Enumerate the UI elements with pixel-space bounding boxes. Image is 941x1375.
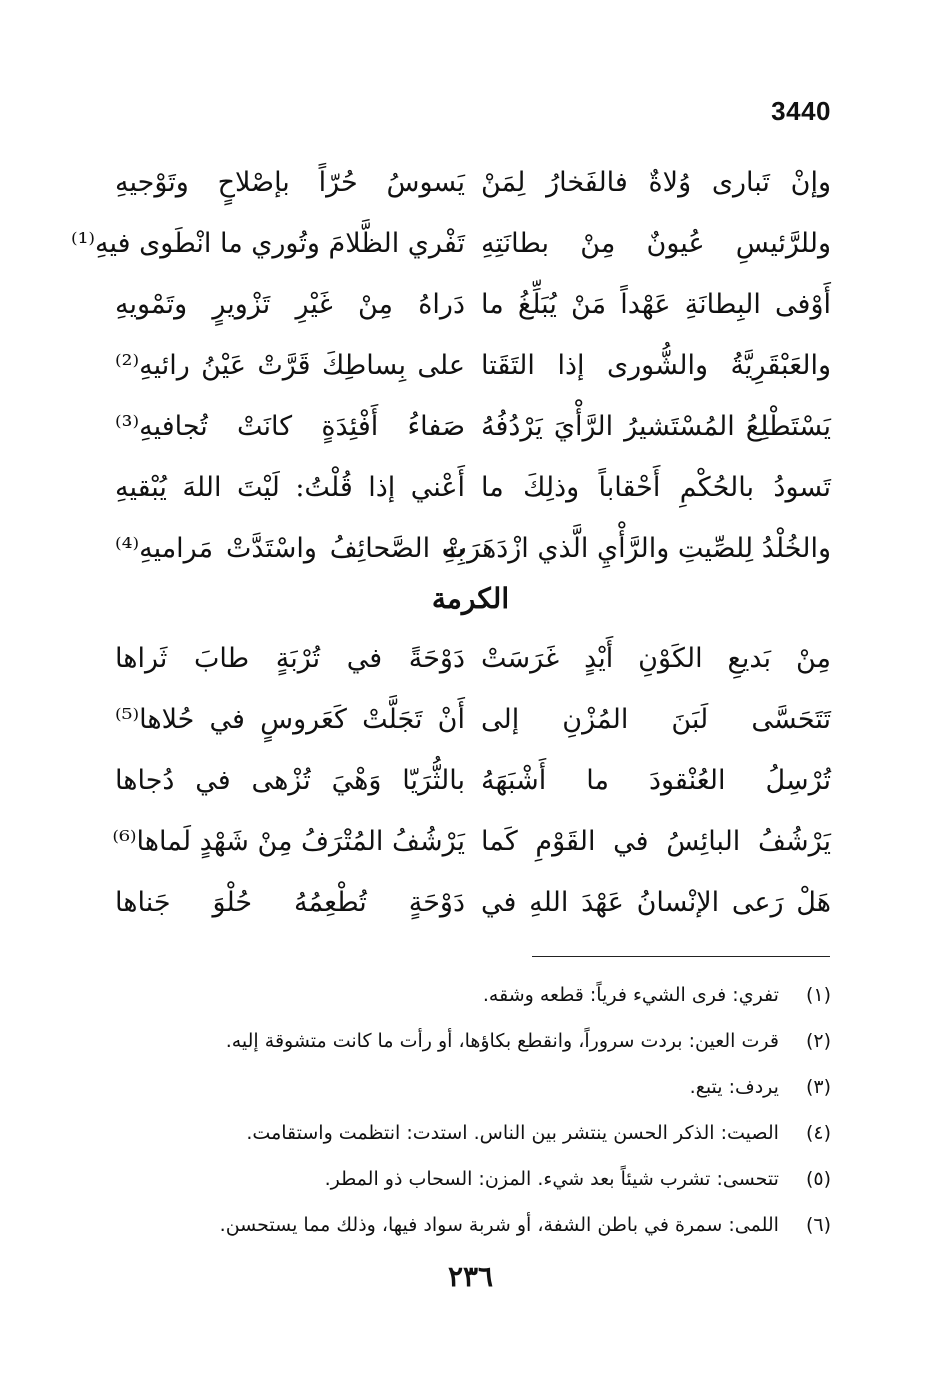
footnote <box>111 1018 831 1064</box>
verse-second-hemistich: دَراهُ مِنْ غَيْرِ تَزْويرٍ وتَمْويهِ <box>115 288 465 320</box>
footnote-number: (٥) <box>805 1168 831 1190</box>
verse-row <box>115 396 831 457</box>
verse-first-hemistich: وللرَّئيسِ عُيونٌ مِنْ بطانَتِهِ <box>481 227 831 259</box>
footnote-text: تتحسى: تشرب شيئاً بعد شيء. المزن: السحاب ذو المطر. <box>324 1168 779 1190</box>
verse-second-hemistich: أَنْ تَجَلَّتْ كَعَروسٍ في حُلاها⁽⁵⁾ <box>115 703 465 735</box>
verse-row <box>115 274 831 335</box>
verse-first-hemistich: مِنْ بَديعِ الكَوْنِ أَيْدٍ غَرَسَتْ <box>481 642 831 674</box>
footnote-text: الصيت: الذكر الحسن ينتشر بين الناس. استدت: انتظمت واستقامت. <box>246 1122 779 1144</box>
verse-first-hemistich: يَرْشُفُ البائِسُ في القَوْمِ كَما <box>481 825 831 857</box>
footnote <box>111 1110 831 1156</box>
footnote-divider <box>532 956 830 957</box>
verse-second-hemistich: بالثُّرَيّا وَهْيَ تُزْهى في دُجاها <box>115 764 465 796</box>
footnote-number: (٦) <box>805 1214 831 1236</box>
verse-second-hemistich: يَسوسُ حُرّاً بإصْلاحٍ وتَوْجيهِ <box>115 166 465 198</box>
footnote <box>111 1064 831 1110</box>
verse-row <box>115 689 831 750</box>
footnote-text: اللمى: سمرة في باطن الشفة، أو شربة سواد فيها، وذلك مما يستحسن. <box>219 1214 779 1236</box>
verse-second-hemistich: على بِساطِكَ قَرَّتْ عَيْنُ رائيهِ⁽²⁾ <box>115 349 465 381</box>
footnote <box>111 1156 831 1202</box>
verse-first-hemistich: والخُلْدُ لِلصِّيتِ والرَّأْيِ الَّذي ازْدَهَرَتْ <box>441 532 831 564</box>
footnote-text: تفري: فرى الشيء فرياً: قطعه وشقه. <box>482 984 779 1006</box>
section-title: الكرمة <box>431 582 510 615</box>
verse-second-hemistich: دَوْحَةٍ تُطْعِمُهُ حُلْوَ جَناها <box>115 886 465 918</box>
verse-second-hemistich: دَوْحَةً في تُرْبَةٍ طابَ ثَراها <box>115 642 465 674</box>
verse-second-hemistich: أَعْني إذا قُلْتُ: لَيْتَ اللهَ يُبْقيهِ <box>115 471 465 503</box>
verse-first-hemistich: يَسْتَطْلِعُ المُسْتَشيرُ الرَّأْيَ يَرْدُفُهُ <box>481 410 831 442</box>
verse-first-hemistich: والعَبْقَرِيَّةُ والشُّورى إذا التَقَتا <box>481 349 831 381</box>
verse-first-hemistich: أَوْفى البِطانَةِ عَهْداً مَنْ يُبَلِّغُ ما <box>481 288 831 320</box>
poem-governance <box>70 152 831 579</box>
footnote-text: يردف: يتبع. <box>689 1076 779 1098</box>
verse-second-hemistich: بِهِ الصَّحائِفُ واسْتَدَّتْ مَراميهِ⁽⁴⁾ <box>115 532 465 564</box>
verse-row <box>70 213 831 274</box>
verse-first-hemistich: تَتَحَسَّى لَبَنَ المُزْنِ إلى <box>481 703 831 735</box>
poem-vine <box>112 628 831 933</box>
verse-first-hemistich: وإنْ تَبارى وُلاةٌ فالفَخارُ لِمَنْ <box>481 166 831 198</box>
footnote-number: (٤) <box>805 1122 831 1144</box>
verse-second-hemistich: صَفاءُ أَفْئِدَةٍ كانَتْ تُجافيهِ⁽³⁾ <box>115 410 465 442</box>
footnote <box>111 972 831 1018</box>
verse-row <box>115 518 831 579</box>
footnote-number: (٣) <box>805 1076 831 1098</box>
verse-second-hemistich: تَفْري الظَّلامَ وتُوري ما انْطَوى فيهِ⁽¹⁾ <box>70 227 465 259</box>
page-number: ٢٣٦ <box>447 1260 494 1293</box>
verse-first-hemistich: تَسودُ بالحُكْمِ أَحْقاباً وذلِكَ ما <box>481 471 831 503</box>
verse-row <box>115 872 831 933</box>
footnote <box>111 1202 831 1248</box>
verse-row <box>115 335 831 396</box>
verse-row <box>115 750 831 811</box>
footnotes <box>111 972 831 1248</box>
verse-row <box>115 152 831 213</box>
footnote-text: قرت العين: بردت سروراً، وانقطع بكاؤها، أو رأت ما كانت متشوقة إليه. <box>225 1030 779 1052</box>
verse-second-hemistich: يَرْشُفُ المُتْرَفُ مِنْ شَهْدٍ لَماها⁽⁶⁾ <box>112 825 465 857</box>
verse-first-hemistich: هَلْ رَعى الإنْسانُ عَهْدَ اللهِ في <box>481 886 831 918</box>
page-id: 3440 <box>771 96 831 126</box>
verse-row <box>112 811 831 872</box>
verse-row <box>115 457 831 518</box>
verse-first-hemistich: تُرْسِلُ العُنْقودَ ما أَشْبَهَهُ <box>481 764 831 796</box>
footnote-number: (٢) <box>805 1030 831 1052</box>
footnote-number: (١) <box>805 984 831 1006</box>
verse-row <box>115 628 831 689</box>
